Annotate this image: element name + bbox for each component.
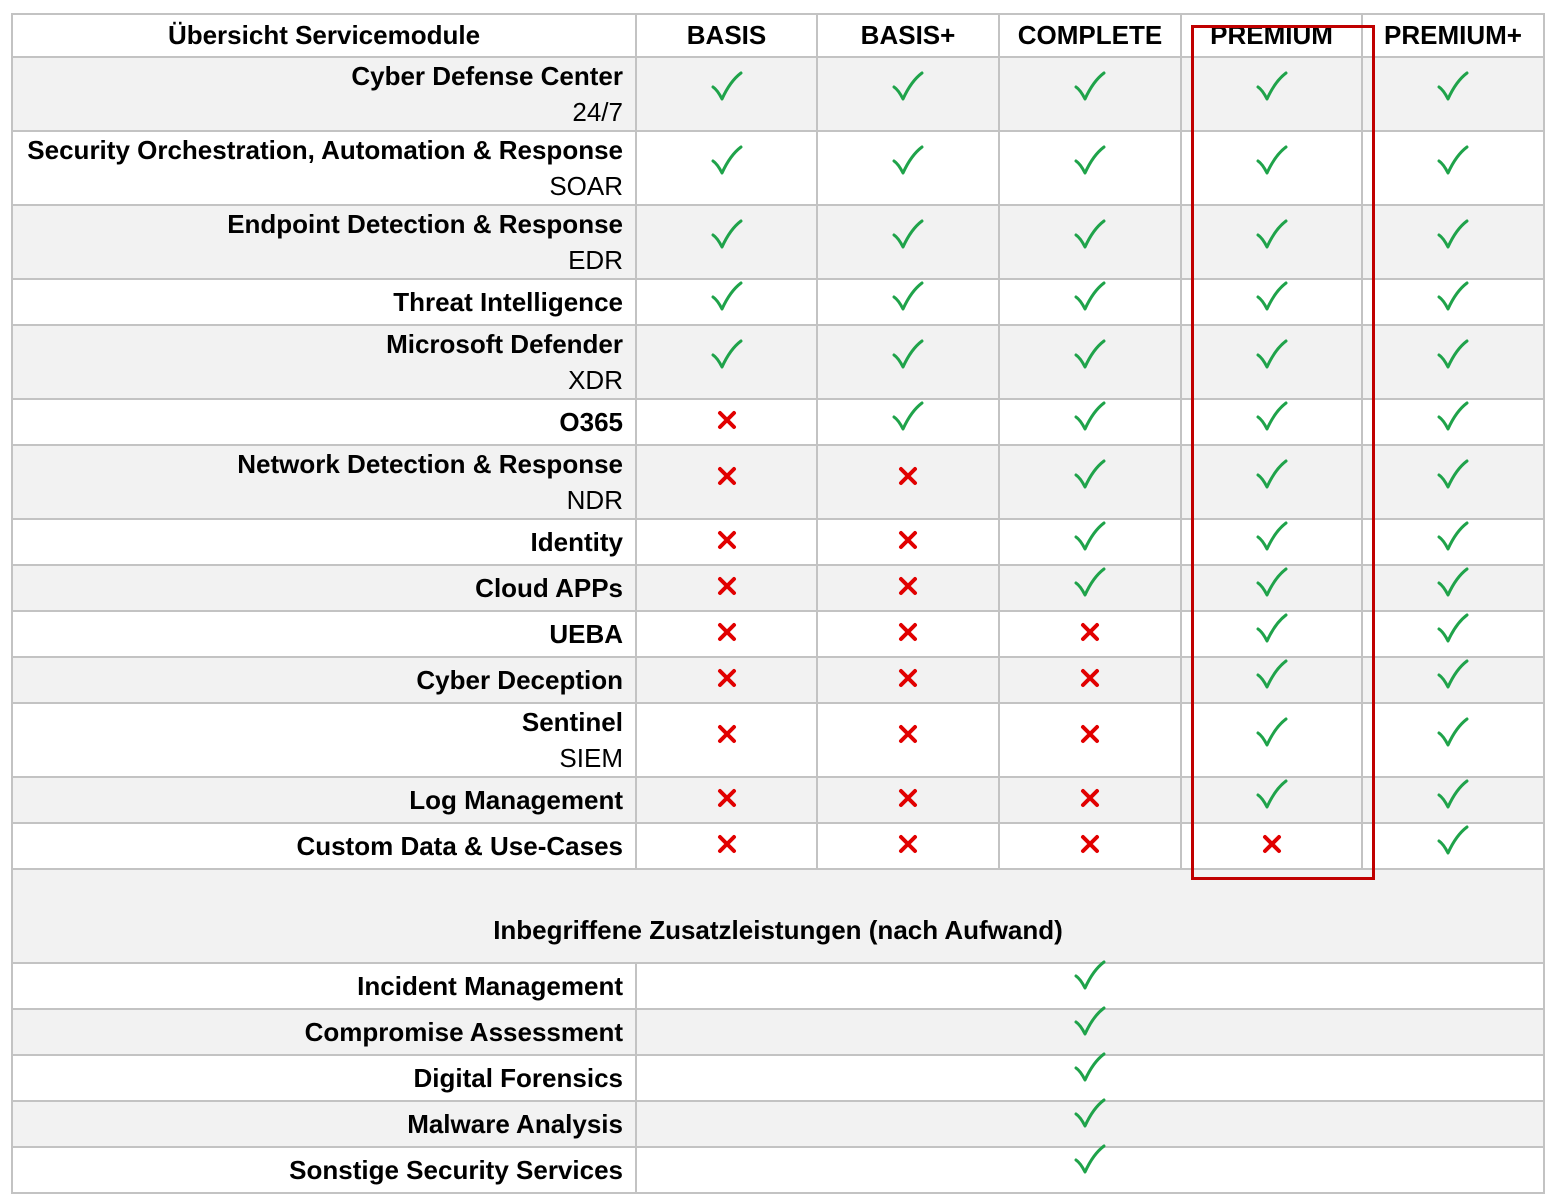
module-name: Network Detection & Response xyxy=(237,449,623,479)
mark-cell-basis-plus xyxy=(817,131,999,205)
table-row xyxy=(12,777,1544,823)
module-label xyxy=(12,777,636,823)
mark-cell-basis-plus xyxy=(817,279,999,325)
check-icon xyxy=(1436,612,1470,646)
check-icon xyxy=(1255,716,1289,750)
mark-cell-complete xyxy=(999,57,1181,131)
check-icon xyxy=(1436,520,1470,554)
mark-cell-premium-plus xyxy=(1362,205,1544,279)
cross-icon xyxy=(897,787,919,809)
table-row xyxy=(12,703,1544,777)
cross-icon xyxy=(716,465,738,487)
mark-cell-basis xyxy=(636,399,817,445)
check-icon xyxy=(1073,1097,1107,1131)
mark-cell-basis xyxy=(636,519,817,565)
cross-icon xyxy=(897,667,919,689)
module-name: Custom Data & Use-Cases xyxy=(296,831,623,861)
check-icon xyxy=(710,338,744,372)
check-icon xyxy=(1436,280,1470,314)
check-icon xyxy=(1073,1005,1107,1039)
table-row xyxy=(12,325,1544,399)
mark-cell-premium xyxy=(1181,703,1362,777)
service-module-table xyxy=(11,13,1545,1194)
module-name: Threat Intelligence xyxy=(393,287,623,317)
mark-cell-basis-plus xyxy=(817,325,999,399)
mark-cell-premium-plus xyxy=(1362,823,1544,869)
cross-icon xyxy=(897,529,919,551)
mark-cell-complete xyxy=(999,325,1181,399)
module-name: Cyber Defense Center xyxy=(351,61,623,91)
cross-icon xyxy=(1079,667,1101,689)
check-icon xyxy=(1073,280,1107,314)
module-label xyxy=(12,325,636,399)
cross-icon xyxy=(1079,787,1101,809)
mark-cell-basis xyxy=(636,445,817,519)
check-icon xyxy=(1255,458,1289,492)
check-icon xyxy=(1073,338,1107,372)
check-icon xyxy=(1255,778,1289,812)
table-row xyxy=(12,1101,1544,1147)
module-label xyxy=(12,519,636,565)
mark-cell-premium xyxy=(1181,611,1362,657)
check-icon xyxy=(891,400,925,434)
check-icon xyxy=(891,280,925,314)
module-name: Identity xyxy=(530,527,623,557)
cross-icon xyxy=(1079,621,1101,643)
mark-cell-complete xyxy=(999,445,1181,519)
table-row xyxy=(12,1009,1544,1055)
mark-cell-basis xyxy=(636,703,817,777)
mark-cell-basis xyxy=(636,279,817,325)
module-label xyxy=(12,657,636,703)
cross-icon xyxy=(716,787,738,809)
cross-icon xyxy=(716,723,738,745)
mark-cell-complete xyxy=(999,611,1181,657)
table-row xyxy=(12,611,1544,657)
check-icon xyxy=(1436,458,1470,492)
module-label xyxy=(12,57,636,131)
extra-mark-cell xyxy=(636,1055,1544,1101)
module-abbreviation: XDR xyxy=(568,365,623,395)
check-icon xyxy=(1255,612,1289,646)
module-label xyxy=(12,399,636,445)
check-icon xyxy=(1073,70,1107,104)
cross-icon xyxy=(1261,833,1283,855)
module-label xyxy=(12,565,636,611)
column-header-basis: BASIS xyxy=(636,14,817,57)
mark-cell-basis-plus xyxy=(817,399,999,445)
mark-cell-basis xyxy=(636,611,817,657)
check-icon xyxy=(891,338,925,372)
mark-cell-basis xyxy=(636,57,817,131)
module-name: Microsoft Defender xyxy=(386,329,623,359)
mark-cell-premium xyxy=(1181,279,1362,325)
mark-cell-basis xyxy=(636,325,817,399)
mark-cell-complete xyxy=(999,823,1181,869)
module-name: Security Orchestration, Automation & Response xyxy=(27,135,623,165)
mark-cell-complete xyxy=(999,399,1181,445)
table-row xyxy=(12,1055,1544,1101)
mark-cell-premium xyxy=(1181,823,1362,869)
extras-heading: Inbegriffene Zusatzleistungen (nach Aufwand) xyxy=(12,869,1544,963)
mark-cell-basis xyxy=(636,657,817,703)
cross-icon xyxy=(897,723,919,745)
mark-cell-premium-plus xyxy=(1362,131,1544,205)
table-row xyxy=(12,657,1544,703)
check-icon xyxy=(1073,400,1107,434)
table-row xyxy=(12,823,1544,869)
extra-mark-cell xyxy=(636,1147,1544,1193)
module-abbreviation: EDR xyxy=(568,245,623,275)
module-label xyxy=(12,131,636,205)
mark-cell-premium xyxy=(1181,205,1362,279)
mark-cell-premium xyxy=(1181,325,1362,399)
check-icon xyxy=(1255,658,1289,692)
check-icon xyxy=(891,218,925,252)
column-header-premium: PREMIUM xyxy=(1181,14,1362,57)
extra-service-name: Sonstige Security Services xyxy=(12,1147,636,1193)
module-label xyxy=(12,823,636,869)
mark-cell-basis-plus xyxy=(817,445,999,519)
check-icon xyxy=(1436,218,1470,252)
mark-cell-premium xyxy=(1181,57,1362,131)
table-row xyxy=(12,131,1544,205)
check-icon xyxy=(1255,566,1289,600)
check-icon xyxy=(710,280,744,314)
section-row xyxy=(12,869,1544,963)
check-icon xyxy=(1073,1051,1107,1085)
mark-cell-basis-plus xyxy=(817,657,999,703)
cross-icon xyxy=(1079,833,1101,855)
cross-icon xyxy=(716,621,738,643)
mark-cell-premium-plus xyxy=(1362,565,1544,611)
check-icon xyxy=(710,144,744,178)
cross-icon xyxy=(716,409,738,431)
cross-icon xyxy=(716,833,738,855)
table-row xyxy=(12,445,1544,519)
check-icon xyxy=(1255,144,1289,178)
cross-icon xyxy=(716,529,738,551)
table-row xyxy=(12,205,1544,279)
check-icon xyxy=(891,144,925,178)
table-row xyxy=(12,1147,1544,1193)
mark-cell-basis xyxy=(636,777,817,823)
mark-cell-basis-plus xyxy=(817,703,999,777)
check-icon xyxy=(1255,280,1289,314)
cross-icon xyxy=(897,575,919,597)
check-icon xyxy=(1073,520,1107,554)
module-label xyxy=(12,703,636,777)
mark-cell-premium-plus xyxy=(1362,611,1544,657)
module-abbreviation: SIEM xyxy=(559,743,623,773)
mark-cell-basis-plus xyxy=(817,57,999,131)
check-icon xyxy=(1073,1143,1107,1177)
cross-icon xyxy=(897,833,919,855)
check-icon xyxy=(1436,338,1470,372)
extra-mark-cell xyxy=(636,1009,1544,1055)
check-icon xyxy=(1073,144,1107,178)
check-icon xyxy=(1436,716,1470,750)
module-name: Cloud APPs xyxy=(475,573,623,603)
comparison-table-wrapper xyxy=(11,13,1545,1194)
module-name: Log Management xyxy=(409,785,623,815)
mark-cell-complete xyxy=(999,279,1181,325)
mark-cell-basis xyxy=(636,205,817,279)
module-name: UEBA xyxy=(549,619,623,649)
table-row xyxy=(12,279,1544,325)
mark-cell-complete xyxy=(999,519,1181,565)
header-row xyxy=(12,14,1544,57)
check-icon xyxy=(710,218,744,252)
cross-icon xyxy=(1079,723,1101,745)
module-label xyxy=(12,279,636,325)
mark-cell-premium xyxy=(1181,657,1362,703)
mark-cell-premium-plus xyxy=(1362,657,1544,703)
mark-cell-complete xyxy=(999,777,1181,823)
check-icon xyxy=(1436,144,1470,178)
check-icon xyxy=(1255,70,1289,104)
check-icon xyxy=(1255,218,1289,252)
check-icon xyxy=(710,70,744,104)
mark-cell-premium-plus xyxy=(1362,445,1544,519)
mark-cell-basis-plus xyxy=(817,205,999,279)
mark-cell-premium-plus xyxy=(1362,703,1544,777)
cross-icon xyxy=(897,465,919,487)
mark-cell-premium-plus xyxy=(1362,777,1544,823)
check-icon xyxy=(1255,520,1289,554)
module-label xyxy=(12,445,636,519)
table-row xyxy=(12,399,1544,445)
check-icon xyxy=(1255,400,1289,434)
mark-cell-basis xyxy=(636,565,817,611)
check-icon xyxy=(1436,778,1470,812)
module-name: Endpoint Detection & Response xyxy=(227,209,623,239)
module-label xyxy=(12,611,636,657)
cross-icon xyxy=(716,667,738,689)
mark-cell-premium xyxy=(1181,399,1362,445)
mark-cell-premium xyxy=(1181,445,1362,519)
check-icon xyxy=(1436,658,1470,692)
mark-cell-premium-plus xyxy=(1362,399,1544,445)
mark-cell-complete xyxy=(999,131,1181,205)
check-icon xyxy=(1073,959,1107,993)
mark-cell-premium-plus xyxy=(1362,57,1544,131)
mark-cell-premium xyxy=(1181,131,1362,205)
extra-mark-cell xyxy=(636,1101,1544,1147)
check-icon xyxy=(1073,218,1107,252)
table-row xyxy=(12,57,1544,131)
check-icon xyxy=(1436,566,1470,600)
mark-cell-complete xyxy=(999,565,1181,611)
mark-cell-premium xyxy=(1181,519,1362,565)
mark-cell-basis-plus xyxy=(817,777,999,823)
mark-cell-basis xyxy=(636,131,817,205)
check-icon xyxy=(1436,400,1470,434)
module-name: O365 xyxy=(559,407,623,437)
table-row xyxy=(12,565,1544,611)
mark-cell-basis-plus xyxy=(817,611,999,657)
mark-cell-complete xyxy=(999,657,1181,703)
column-header-premium-plus: PREMIUM+ xyxy=(1362,14,1544,57)
column-header-basis-plus: BASIS+ xyxy=(817,14,999,57)
cross-icon xyxy=(716,575,738,597)
check-icon xyxy=(1255,338,1289,372)
table-row xyxy=(12,519,1544,565)
mark-cell-basis-plus xyxy=(817,823,999,869)
module-name: Sentinel xyxy=(521,707,623,737)
module-abbreviation: 24/7 xyxy=(572,97,623,127)
mark-cell-premium-plus xyxy=(1362,519,1544,565)
extra-service-name: Compromise Assessment xyxy=(12,1009,636,1055)
extra-service-name: Malware Analysis xyxy=(12,1101,636,1147)
mark-cell-complete xyxy=(999,703,1181,777)
extra-mark-cell xyxy=(636,963,1544,1009)
check-icon xyxy=(1436,70,1470,104)
mark-cell-premium xyxy=(1181,777,1362,823)
check-icon xyxy=(1073,458,1107,492)
mark-cell-premium-plus xyxy=(1362,279,1544,325)
mark-cell-basis xyxy=(636,823,817,869)
mark-cell-premium-plus xyxy=(1362,325,1544,399)
check-icon xyxy=(1073,566,1107,600)
module-abbreviation: NDR xyxy=(566,485,623,515)
check-icon xyxy=(891,70,925,104)
module-abbreviation: SOAR xyxy=(549,171,623,201)
module-label xyxy=(12,205,636,279)
mark-cell-complete xyxy=(999,205,1181,279)
module-name: Cyber Deception xyxy=(416,665,623,695)
table-title: Übersicht Servicemodule xyxy=(12,14,636,57)
check-icon xyxy=(1436,824,1470,858)
mark-cell-basis-plus xyxy=(817,519,999,565)
mark-cell-basis-plus xyxy=(817,565,999,611)
table-body xyxy=(12,57,1544,1193)
column-header-complete: COMPLETE xyxy=(999,14,1181,57)
table-row xyxy=(12,963,1544,1009)
extra-service-name: Digital Forensics xyxy=(12,1055,636,1101)
mark-cell-premium xyxy=(1181,565,1362,611)
extra-service-name: Incident Management xyxy=(12,963,636,1009)
cross-icon xyxy=(897,621,919,643)
